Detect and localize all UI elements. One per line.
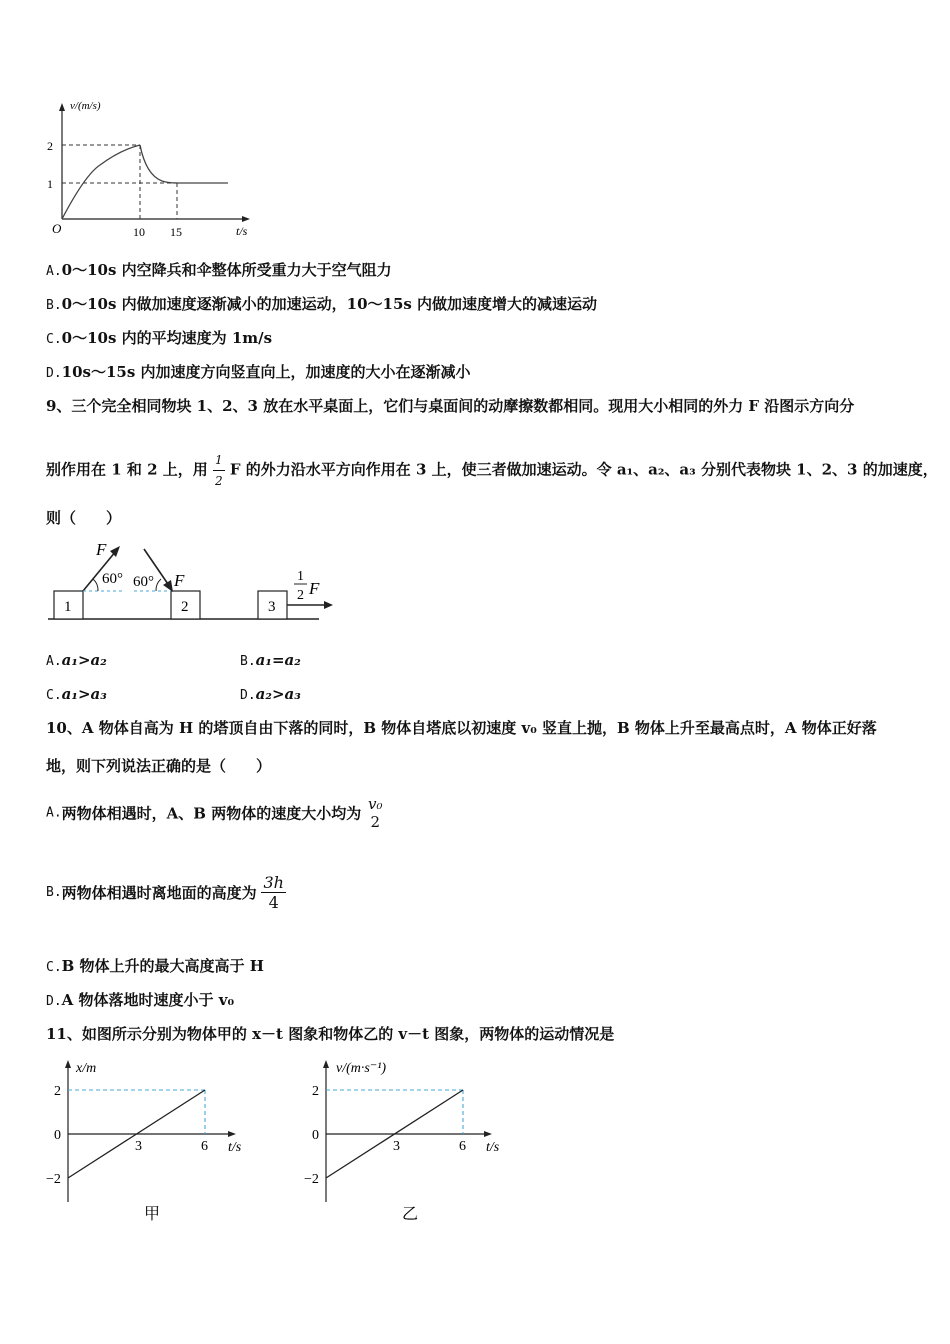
yi-caption: 乙 xyxy=(402,1206,419,1223)
jia-caption: 甲 xyxy=(144,1206,161,1223)
yi-tick-y-neg2: −2 xyxy=(304,1172,319,1187)
force-label-1: F xyxy=(96,540,107,559)
q8-option-b[interactable]: B.0～10s 内做加速度逐渐减小的加速运动，10～15s 内做加速度增大的减速运动 xyxy=(46,295,598,313)
q9-option-a[interactable]: A.a₁>a₂ xyxy=(46,651,107,669)
angle-label-1: 60° xyxy=(102,571,123,587)
q10-option-b[interactable]: B.两物体相遇时离地面的高度为 $\frac{3h}{4}$ xyxy=(46,873,284,912)
block-1-label: 1 xyxy=(64,599,72,615)
q10-option-a[interactable]: A.两物体相遇时，A、B 两物体的速度大小均为 v₀ 2 xyxy=(46,795,383,831)
y-tick-2: 2 xyxy=(47,139,53,153)
half-fraction: $\frac{1}{2}$ xyxy=(213,450,225,491)
jia-x-label: t/s xyxy=(228,1140,242,1155)
jia-tick-y-neg2: −2 xyxy=(46,1172,61,1187)
yi-tick-x-3: 3 xyxy=(393,1139,400,1154)
x-tick-15: 15 xyxy=(170,225,182,239)
origin-label: O xyxy=(52,221,62,236)
yi-y-label: v/(m·s⁻¹) xyxy=(336,1061,387,1076)
x-tick-10: 10 xyxy=(133,225,145,239)
q9-option-b[interactable]: B.a₁=a₂ xyxy=(240,651,301,669)
q8-option-a[interactable]: A.0～10s 内空降兵和伞整体所受重力大于空气阻力 xyxy=(46,261,392,279)
q9-option-d[interactable]: D.a₂>a₃ xyxy=(240,685,301,703)
vt-graph-q8 xyxy=(40,95,270,250)
jia-tick-y-2: 2 xyxy=(54,1084,61,1099)
q9-stem-line1: 9、三个完全相同物块 1、2、3 放在水平桌面上，它们与桌面间的动摩擦数都相同。现用大小相同的外力 F 沿图示方向分 xyxy=(46,397,855,415)
q10-stem-line1: 10、A 物体自高为 H 的塔顶自由下落的同时，B 物体自塔底以初速度 v₀ 竖直上抛，B 物体上升至最高点时，A 物体正好落 xyxy=(46,719,877,737)
yi-tick-y-2: 2 xyxy=(312,1084,319,1099)
v0-half-fraction: v₀ 2 xyxy=(367,795,383,831)
q9-stem-line2: 别作用在 1 和 2 上，用 $\frac{1}{2}$ F 的外力沿水平方向作用在 3 上，使三者做加速运动。令 a₁、a₂、a₃ 分别代表物块 1、2、3 的加速度， xyxy=(46,450,938,491)
yi-tick-y-0: 0 xyxy=(312,1128,319,1143)
jia-tick-y-0: 0 xyxy=(54,1128,61,1143)
jia-y-label: x/m xyxy=(76,1061,97,1076)
v-t-graph-yi xyxy=(300,1052,530,1232)
y-tick-1: 1 xyxy=(47,177,53,191)
y-axis-label: v/(m/s) xyxy=(70,100,101,112)
q10-option-d[interactable]: D.A 物体落地时速度小于 v₀ xyxy=(46,991,235,1009)
block-2-label: 2 xyxy=(181,599,189,615)
three-h-quarter-fraction: $\frac{3h}{4}$ xyxy=(263,873,284,912)
jia-tick-x-3: 3 xyxy=(135,1139,142,1154)
q9-blocks-figure xyxy=(44,535,334,630)
block-3-label: 3 xyxy=(268,599,276,615)
jia-tick-x-6: 6 xyxy=(201,1139,208,1154)
angle-label-2: 60° xyxy=(133,574,154,590)
half-force-num: 1 xyxy=(297,569,304,584)
q11-stem-line1: 11、如图所示分别为物体甲的 x－t 图象和物体乙的 v－t 图象，两物体的运动情况是 xyxy=(46,1025,615,1043)
half-force-den: 2 xyxy=(297,588,304,603)
q8-option-c[interactable]: C.0～10s 内的平均速度为 1m/s xyxy=(46,329,273,347)
q9-option-c[interactable]: C.a₁>a₃ xyxy=(46,685,107,703)
q9-stem-line3: 则（ ） xyxy=(46,509,122,527)
yi-tick-x-6: 6 xyxy=(459,1139,466,1154)
q8-option-d[interactable]: D.10s～15s 内加速度方向竖直向上，加速度的大小在逐渐减小 xyxy=(46,363,471,381)
half-force-label: F xyxy=(309,579,320,598)
x-axis-label: t/s xyxy=(236,224,248,238)
q10-stem-line2: 地，则下列说法正确的是（ ） xyxy=(46,757,272,775)
yi-x-label: t/s xyxy=(486,1140,500,1155)
force-label-2: F xyxy=(174,571,185,590)
q10-option-c[interactable]: C.B 物体上升的最大高度高于 H xyxy=(46,957,264,975)
x-t-graph-jia xyxy=(44,1052,264,1232)
